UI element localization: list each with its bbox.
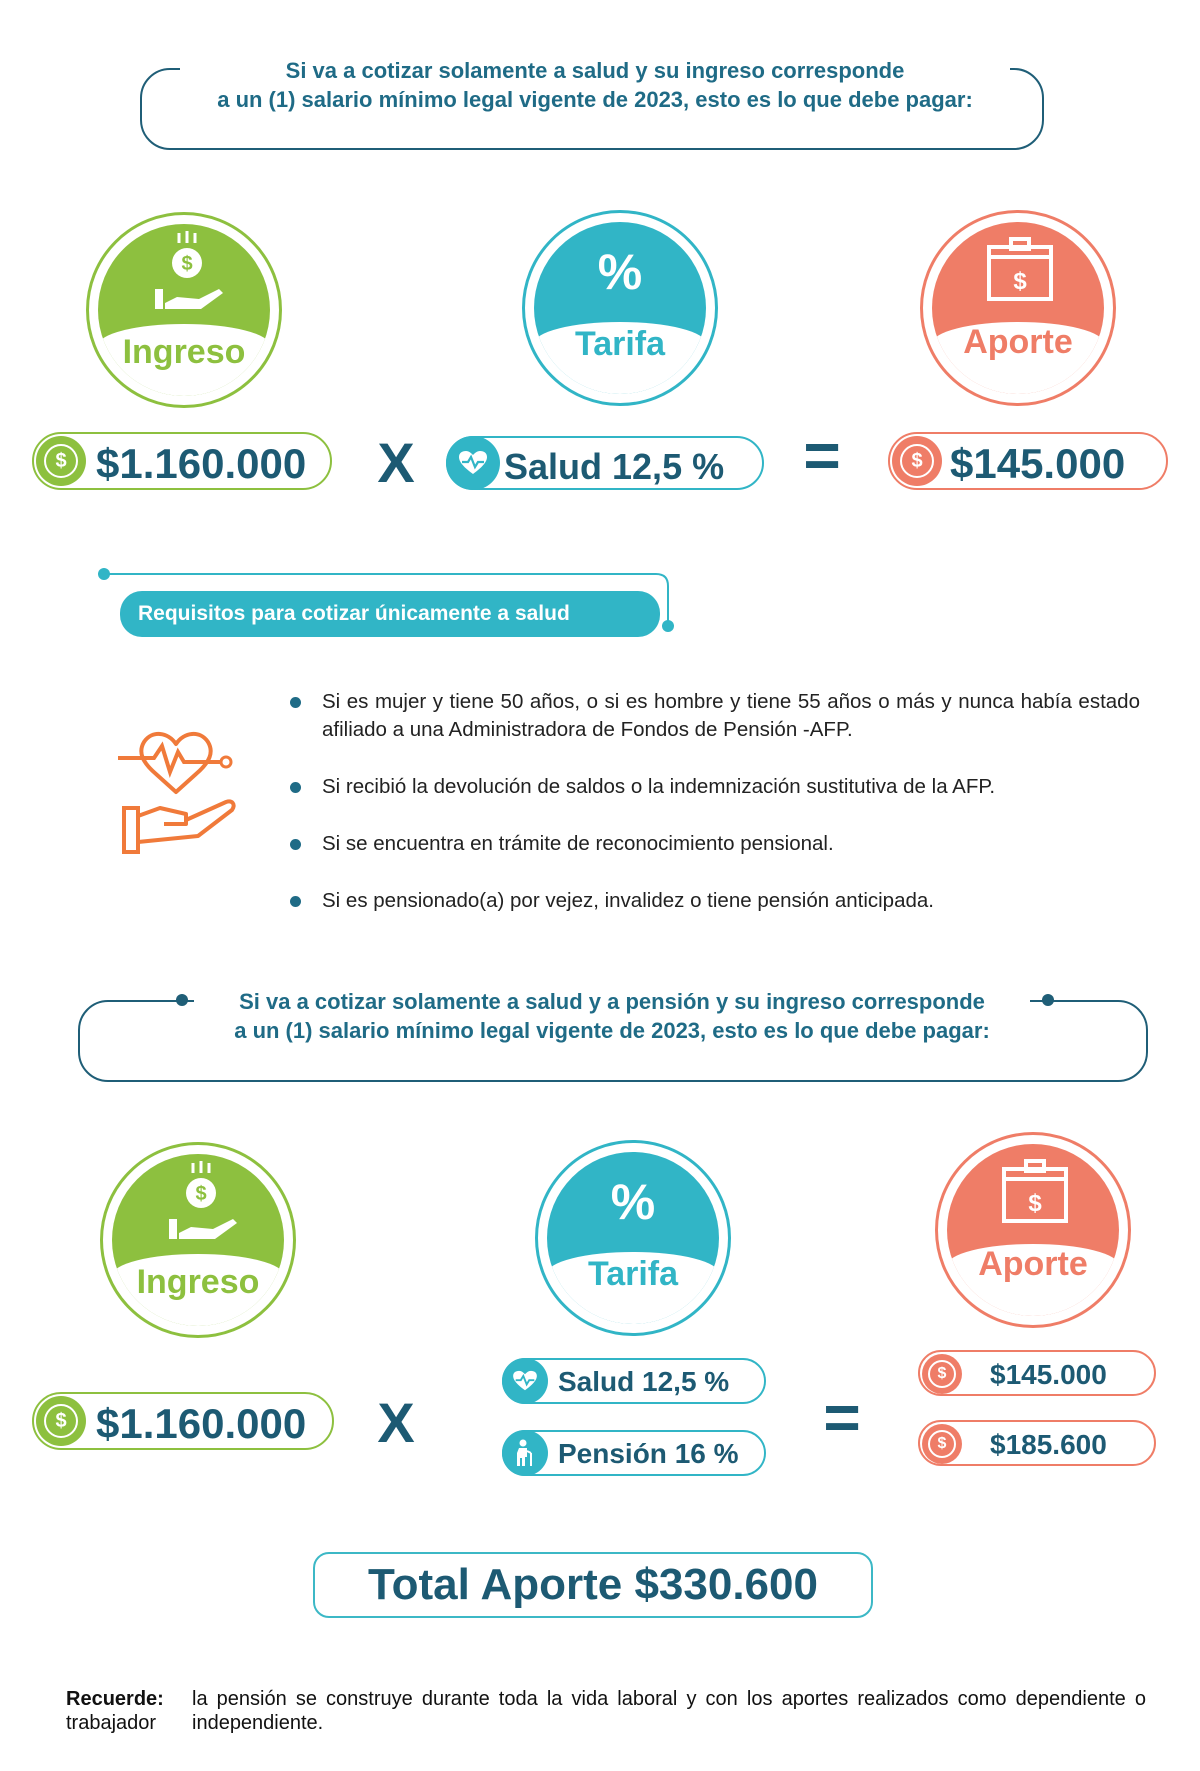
result-value: $145.000 (950, 440, 1126, 487)
rate-pill (446, 436, 764, 490)
dollar-icon: $ (922, 1424, 962, 1464)
aporte-badge (920, 210, 1116, 406)
result-pill (888, 432, 1168, 490)
rate-salud-value: Salud 12,5 % (558, 1366, 730, 1397)
aporte-label: Aporte (963, 323, 1073, 361)
aporte-badge (935, 1132, 1131, 1328)
total-aporte: Total Aporte $330.600 (313, 1552, 873, 1618)
result-salud-value: $145.000 (990, 1359, 1107, 1390)
rate-salud-pill (502, 1358, 766, 1404)
dollar-bag-icon (1000, 1159, 1070, 1225)
section1-heading-line2: a un (1) salario mínimo legal vigente de 2023, esto es lo que debe pagar: (217, 87, 973, 112)
ingreso-badge (100, 1142, 296, 1338)
income-value: $1.160.000 (96, 1400, 307, 1447)
svg-text:$: $ (1013, 268, 1027, 295)
heart-pulse-icon (502, 1358, 548, 1404)
list-item: Si se encuentra en trámite de reconocimiento pensional. (290, 830, 1140, 858)
dollar-icon: $ (36, 1396, 86, 1446)
note-body: la pensión se construye durante toda la vida laboral y con los aportes realizados como dependiente o independiente. (192, 1688, 1146, 1734)
section2-heading-line2: a un (1) salario mínimo legal vigente de 2023, esto es lo que debe pagar: (234, 1018, 990, 1043)
multiply-sign: X (377, 1391, 415, 1454)
income-pill (32, 1392, 334, 1450)
svg-text:$: $ (1028, 1190, 1042, 1217)
aporte-label: Aporte (978, 1245, 1088, 1283)
result-pension-value: $185.600 (990, 1429, 1107, 1460)
multiply-sign: X (377, 431, 415, 494)
list-item: Si es pensionado(a) por vejez, invalidez o tiene pensión anticipada. (290, 887, 1140, 915)
section1-heading-line1: Si va a cotizar solamente a salud y su ingreso corresponde (285, 58, 905, 83)
section2-heading-line1: Si va a cotizar solamente a salud y a pensión y su ingreso corresponde (239, 989, 985, 1014)
dollar-icon: $ (36, 436, 86, 486)
tarifa-badge (535, 1140, 731, 1336)
list-item: Si recibió la devolución de saldos o la indemnización sustitutiva de la AFP. (290, 773, 1140, 801)
dollar-bag-icon (985, 237, 1055, 303)
heart-pulse-icon (446, 436, 500, 490)
hand-coin-icon (161, 1159, 241, 1259)
elderly-person-icon (502, 1430, 548, 1476)
equals-sign: = (823, 1381, 861, 1453)
ingreso-label: Ingreso (136, 1263, 260, 1301)
dollar-icon: $ (922, 1354, 962, 1394)
tarifa-label: Tarifa (587, 1255, 679, 1293)
heading-dot-left (176, 994, 188, 1006)
income-value: $1.160.000 (96, 440, 307, 487)
requirements-list (290, 688, 1140, 944)
hand-coin-icon (147, 229, 227, 329)
svg-text:$: $ (181, 253, 193, 275)
section2-heading (194, 987, 1030, 1045)
ingreso-badge (86, 212, 282, 408)
section1-heading (180, 56, 1010, 114)
heart-hand-icon (116, 722, 250, 856)
rate-pension-pill (502, 1430, 766, 1476)
note-lead-bold: Recuerde: (66, 1688, 164, 1710)
requirements-title: Requisitos para cotizar únicamente a salud (120, 591, 660, 637)
rate-value: Salud 12,5 % (504, 446, 725, 487)
result-pension-pill (918, 1420, 1156, 1466)
svg-text:$: $ (195, 1183, 207, 1205)
heading-dot-right (1042, 994, 1054, 1006)
rate-pension-value: Pensión 16 % (558, 1438, 739, 1469)
equals-sign: = (803, 419, 841, 491)
percent-icon: % (610, 1174, 656, 1230)
tarifa-badge (522, 210, 718, 406)
ingreso-label: Ingreso (122, 333, 246, 371)
tarifa-label: Tarifa (574, 325, 666, 363)
list-item: Si es mujer y tiene 50 años, o si es hombre y tiene 55 años o más y nunca había estado afiliado a una Administradora de Fondos de Pensión -AFP. (290, 688, 1140, 744)
percent-icon: % (597, 244, 643, 300)
result-salud-pill (918, 1350, 1156, 1396)
income-pill (32, 432, 332, 490)
note-lead-rest: trabajador (66, 1712, 157, 1734)
dollar-icon: $ (892, 436, 942, 486)
